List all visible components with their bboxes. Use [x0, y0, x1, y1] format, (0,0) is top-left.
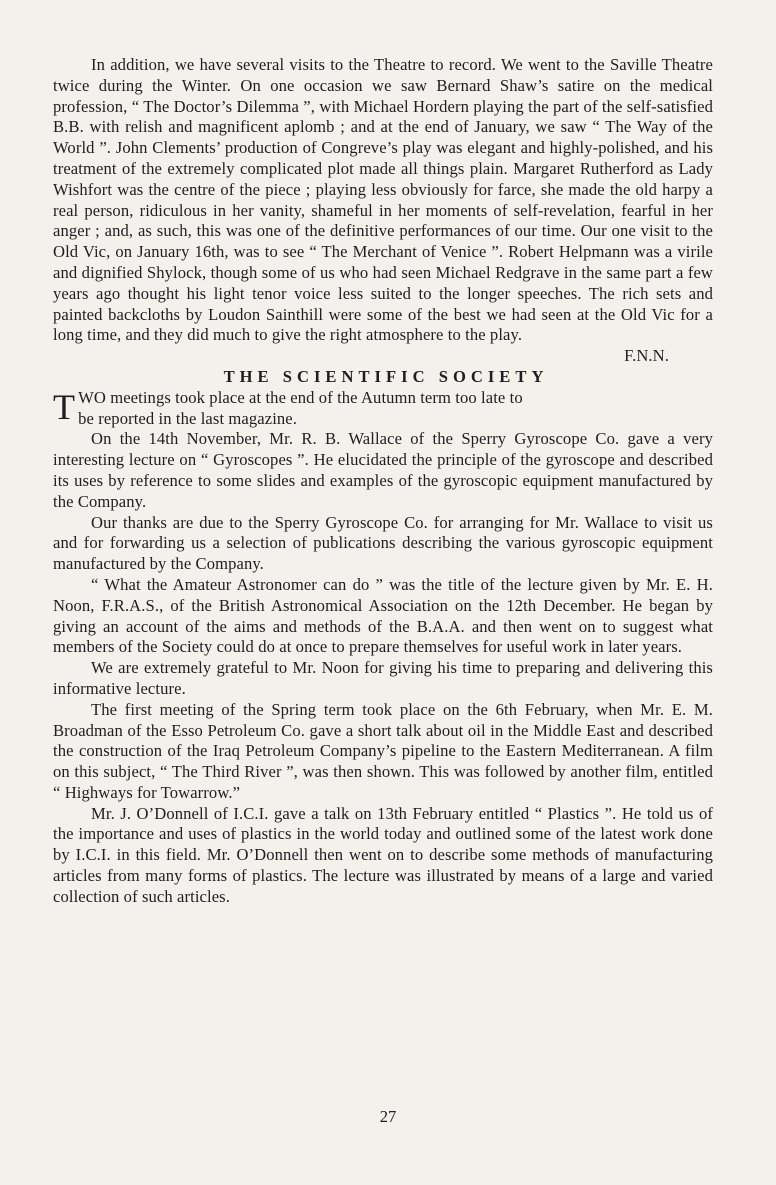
opening-line-1: WO meetings took place at the end of the Autumn term too late to	[78, 387, 523, 407]
esso-talk-paragraph: The first meeting of the Spring term took place on the 6th February, when Mr. E. M. Broadman of the Esso Petroleum Co. gave a short talk about oil in the Middle East and described the construction of the Iraq Petroleum Company’s pipeline to the Eastern Mediterranean. A film on this subject, “ The Third River ”, was then shown. This was followed by another film, entitled “ Highways for Towarrow.”	[53, 699, 713, 802]
gyroscope-lecture-paragraph: On the 14th November, Mr. R. B. Wallace of the Sperry Gyroscope Co. gave a very interesting lecture on “ Gyroscopes ”. He elucidated the principle of the gyroscope and described its uses by reference to some slides and examples of the gyroscopic equipment manufactured by the Company.	[53, 429, 713, 511]
plastics-talk-paragraph: Mr. J. O’Donnell of I.C.I. gave a talk on 13th February entitled “ Plastics ”. He told us of the importance and uses of plastics in the world today and outlined some of the latest work done by I.C.I. in this field. Mr. O’Donnell then went on to describe some methods of manufacturing articles from many forms of plastics. The lecture was illustrated by means of a large and varied collection of such articles.	[53, 803, 713, 906]
opening-paragraph	[53, 388, 713, 430]
page-number: 27	[379, 1107, 397, 1126]
sperry-thanks-paragraph: Our thanks are due to the Sperry Gyroscope Co. for arranging for Mr. Wallace to visit us and for forwarding us a selection of publications describing the various gyroscopic equipment manufactured by the Company.	[53, 512, 713, 574]
page-body	[53, 55, 713, 908]
theatre-signoff: F.N.N.	[624, 346, 669, 366]
opening-line-2: be reported in the last magazine.	[78, 408, 298, 428]
theatre-paragraph: In addition, we have several visits to the Theatre to record. We went to the Saville Theatre twice during the Winter. On one occasion we saw Bernard Shaw’s satire on the medical profession, “ The Doctor’s Dilemma ”, with Michael Hordern playing the part of the self-satisfied B.B. with relish and magnificent aplomb ; and at the end of January, we saw “ The Way of the World ”. John Clements’ production of Congreve’s play was elegant and highly-polished, and his treatment of the extremely complicated plot made all things plain. Margaret Rutherford as Lady Wishfort was the centre of the piece ; playing less obviously for farce, she made the old harpy a real person, ridiculous in her vanity, shameful in her moments of self-revelation, fearful in her anger ; and, as such, this was one of the definitive performances of our time. Our one visit to the Old Vic, on January 16th, was to see “ The Merchant of Venice ”. Robert Helpmann was a virile and dignified Shylock, though some of us who had seen Michael Redgrave in the same part a few years ago thought his light tenor voice less suited to the longer speeches. The rich sets and painted backcloths by Loudon Sainthill were some of the best we had seen at the Old Vic for a long time, and they did much to give the right atmosphere to the play.	[53, 55, 713, 345]
astronomer-lecture-paragraph: “ What the Amateur Astronomer can do ” was the title of the lecture given by Mr. E. H. Noon, F.R.A.S., of the British Astronomical Association on the 12th December. He began by giving an account of the aims and methods of the B.A.A. and then went on to suggest what members of the Society could do at once to prepare themselves for useful work in later years.	[53, 574, 713, 657]
drop-cap: T	[53, 386, 76, 427]
section-heading: THE SCIENTIFIC SOCIETY	[223, 366, 549, 386]
noon-thanks-paragraph: We are extremely grateful to Mr. Noon for giving his time to preparing and delivering this informative lecture.	[53, 658, 713, 698]
